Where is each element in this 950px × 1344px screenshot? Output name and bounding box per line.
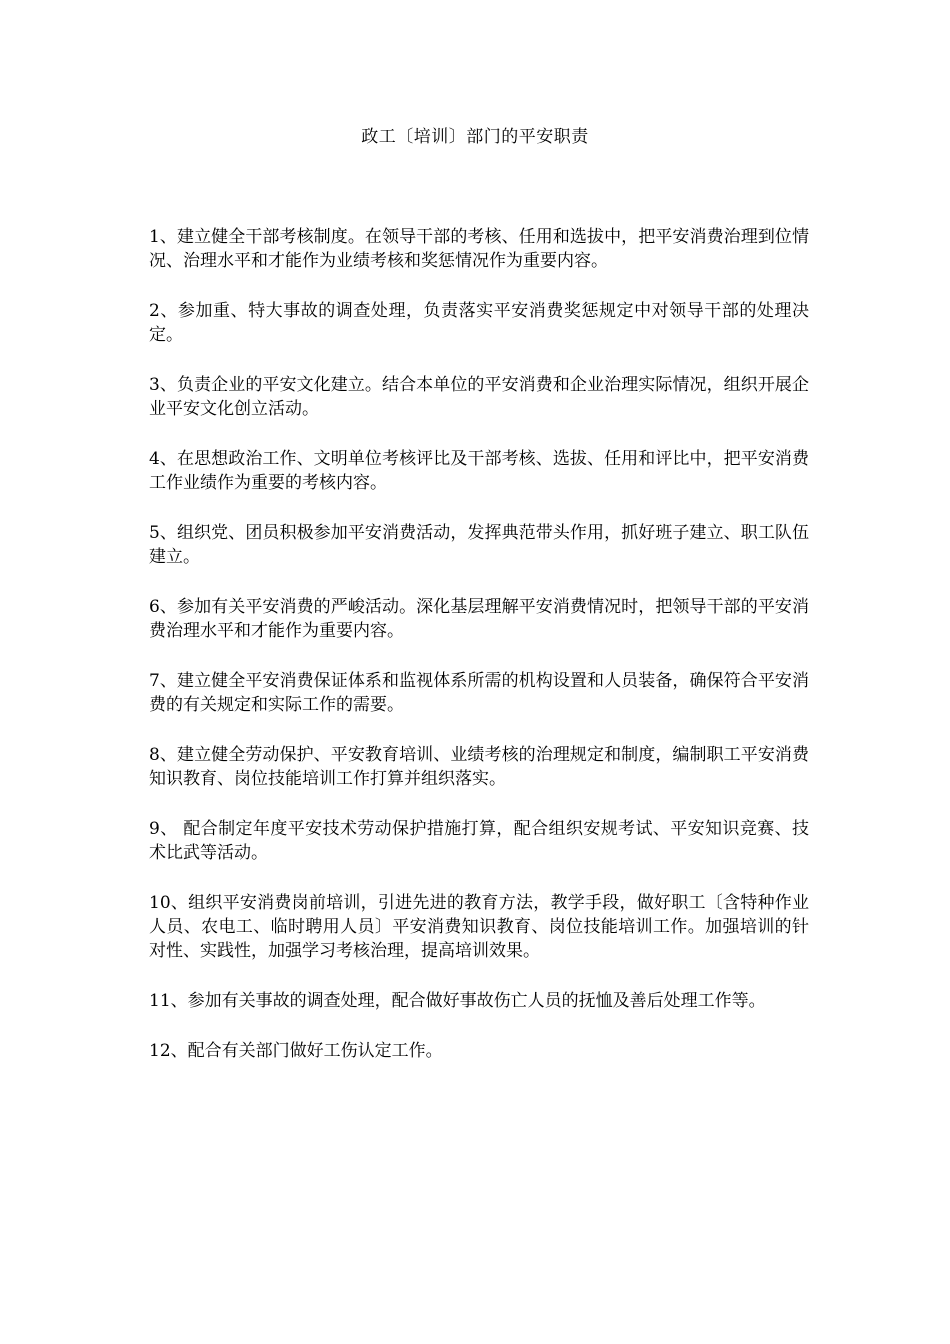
responsibility-item-10: 10、组织平安消费岗前培训，引进先进的教育方法，教学手段，做好职工〔含特种作业人员、农电工、临时聘用人员〕平安消费知识教育、岗位技能培训工作。加强培训的针对性、实践性，加强学习考核治理，提高培训效果。 <box>149 893 809 961</box>
responsibility-item-1: 1、建立健全干部考核制度。在领导干部的考核、任用和选拔中，把平安消费治理到位情况、治理水平和才能作为业绩考核和奖惩情况作为重要内容。 <box>149 227 809 271</box>
responsibility-item-7: 7、建立健全平安消费保证体系和监视体系所需的机构设置和人员装备，确保符合平安消费的有关规定和实际工作的需要。 <box>149 671 809 715</box>
document-title: 政工〔培训〕部门的平安职责 <box>361 127 589 147</box>
responsibility-item-4: 4、在思想政治工作、文明单位考核评比及干部考核、选拔、任用和评比中，把平安消费工作业绩作为重要的考核内容。 <box>149 449 809 493</box>
responsibility-list <box>149 225 809 1089</box>
responsibility-item-2: 2、参加重、特大事故的调查处理，负责落实平安消费奖惩规定中对领导干部的处理决定。 <box>149 301 809 345</box>
responsibility-item-5: 5、组织党、团员积极参加平安消费活动，发挥典范带头作用，抓好班子建立、职工队伍建立。 <box>149 523 809 567</box>
responsibility-item-12: 12、配合有关部门做好工伤认定工作。 <box>149 1041 443 1061</box>
responsibility-item-6: 6、参加有关平安消费的严峻活动。深化基层理解平安消费情况时，把领导干部的平安消费治理水平和才能作为重要内容。 <box>149 597 809 641</box>
responsibility-item-11: 11、参加有关事故的调查处理，配合做好事故伤亡人员的抚恤及善后处理工作等。 <box>149 991 766 1011</box>
responsibility-item-9: 9、 配合制定年度平安技术劳动保护措施打算，配合组织安规考试、平安知识竞赛、技术比武等活动。 <box>149 819 809 863</box>
responsibility-item-3: 3、负责企业的平安文化建立。结合本单位的平安消费和企业治理实际情况，组织开展企业平安文化创立活动。 <box>149 375 809 419</box>
responsibility-item-8: 8、建立健全劳动保护、平安教育培训、业绩考核的治理规定和制度，编制职工平安消费知识教育、岗位技能培训工作打算并组织落实。 <box>149 745 809 789</box>
